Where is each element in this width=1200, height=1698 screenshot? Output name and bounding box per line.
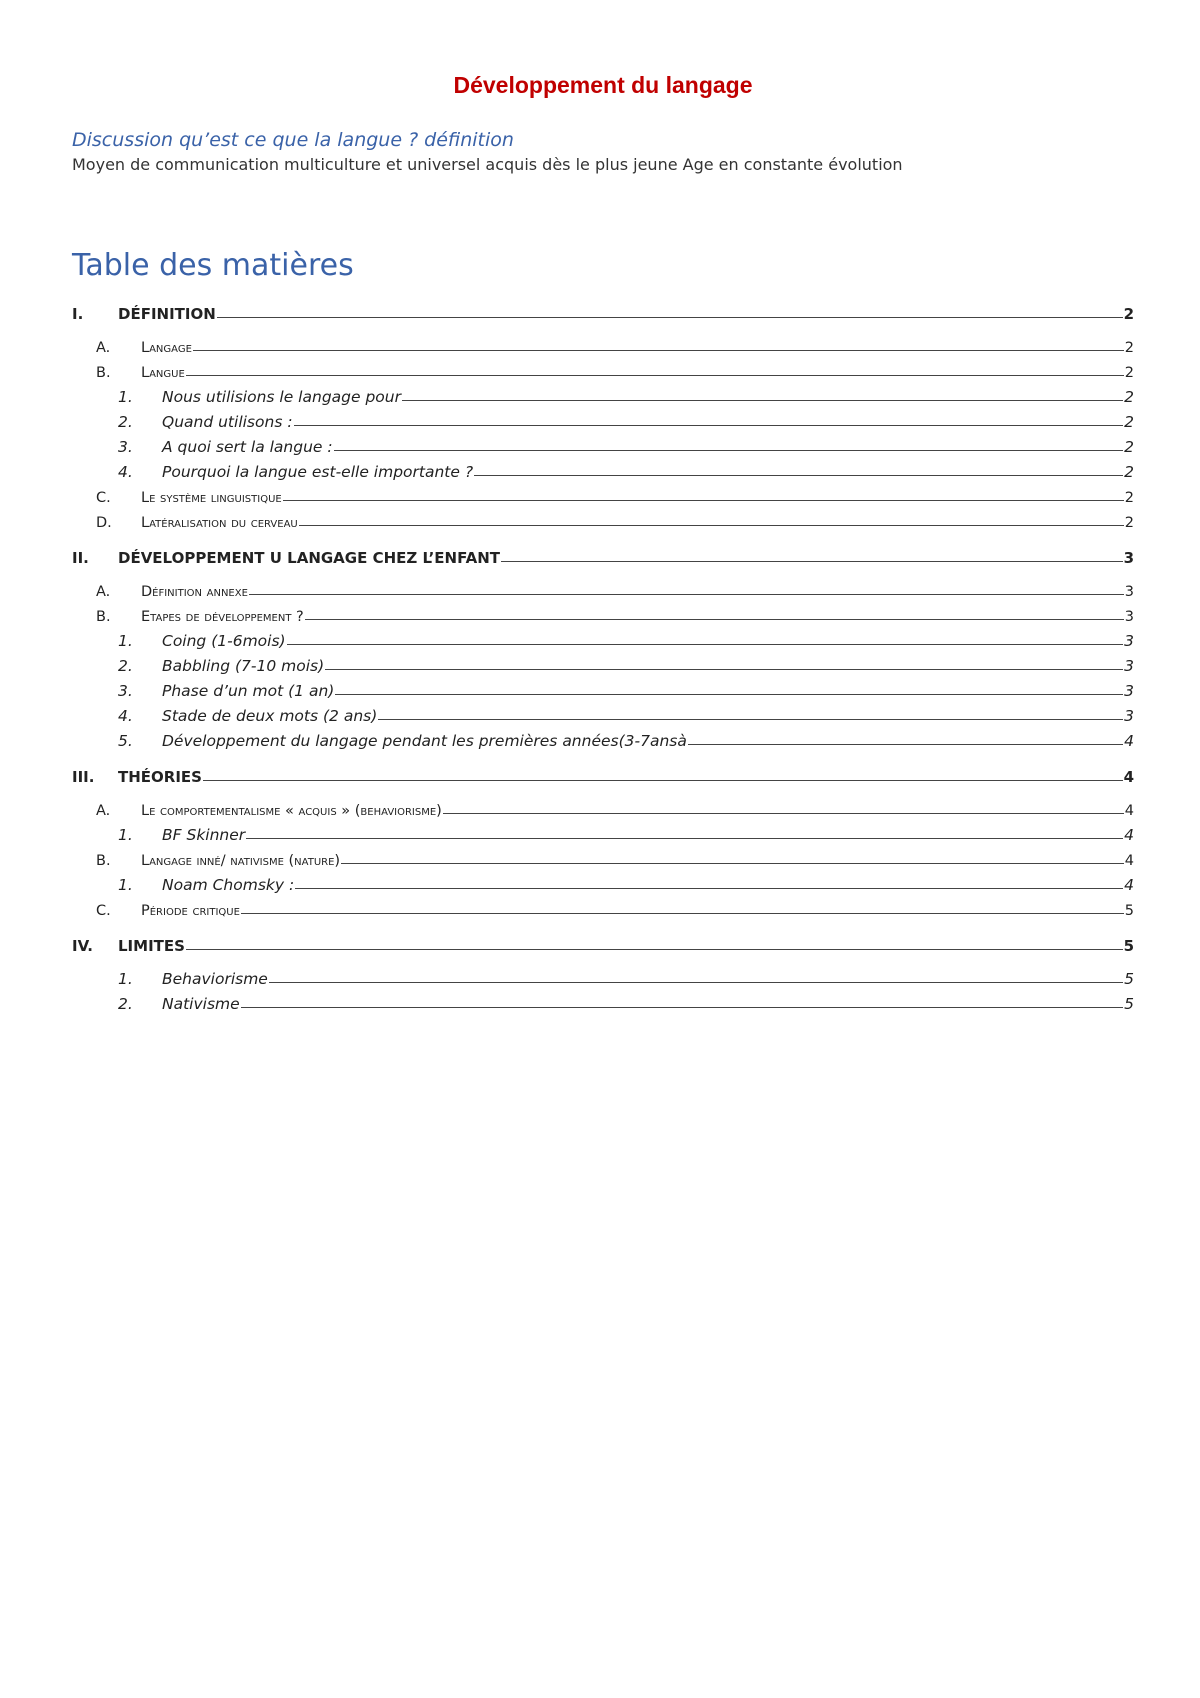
toc-entry-number: 1.: [118, 388, 133, 406]
toc-entry[interactable]: [72, 625, 1134, 650]
toc-entry-number: 5.: [118, 732, 133, 750]
toc-entry[interactable]: [72, 650, 1134, 675]
toc-entry-page: 2: [1124, 413, 1134, 431]
toc-leader-line: [203, 780, 1123, 781]
toc-entry-number: B.: [96, 365, 111, 381]
toc-entry[interactable]: [72, 869, 1134, 894]
toc-entry-number: 2.: [118, 657, 133, 675]
toc-entry-label: Le comportementalisme « acquis » (behaviorisme): [141, 803, 442, 819]
toc-entry-label: Stade de deux mots (2 ans): [162, 707, 378, 725]
toc-entry-label: Pourquoi la langue est-elle importante ?: [162, 463, 474, 481]
toc-entry-label: Langue: [141, 365, 185, 381]
toc-entry-page: 3: [1124, 682, 1134, 700]
toc-entry-page: 3: [1123, 549, 1134, 567]
toc-entry-number: IV.: [72, 937, 93, 955]
toc-entry[interactable]: [72, 929, 1134, 955]
toc-entry-number: 2.: [118, 995, 133, 1013]
toc-leader-line: [501, 561, 1123, 562]
toc-entry-number: A.: [96, 584, 111, 600]
toc-leader-line: [186, 375, 1124, 376]
toc-leader-line: [283, 500, 1124, 501]
toc-leader-line: [299, 525, 1124, 526]
toc-leader-line: [295, 888, 1123, 889]
toc-entry-page: 2: [1124, 365, 1134, 381]
toc-leader-line: [378, 719, 1123, 720]
toc-entry[interactable]: [72, 381, 1134, 406]
toc-entry-label: Nous utilisions le langage pour: [162, 388, 401, 406]
toc-entry-label: A quoi sert la langue :: [162, 438, 333, 456]
toc-entry-page: 3: [1124, 632, 1134, 650]
toc-entry-number: 1.: [118, 632, 133, 650]
toc-entry-page: 2: [1124, 340, 1134, 356]
toc-entry-page: 5: [1123, 937, 1134, 955]
toc-entry-label: BF Skinner: [162, 826, 246, 844]
toc-entry-number: 3.: [118, 438, 133, 456]
toc-entry-page: 2: [1124, 388, 1134, 406]
toc-leader-line: [269, 982, 1123, 983]
toc-entry-page: 3: [1124, 609, 1134, 625]
toc-entry-page: 3: [1124, 707, 1134, 725]
toc-entry-label: LIMITES: [118, 937, 185, 955]
toc-leader-line: [287, 644, 1124, 645]
toc-entry-page: 4: [1123, 768, 1134, 786]
toc-entry-page: 4: [1124, 732, 1134, 750]
toc-leader-line: [443, 813, 1124, 814]
toc-entry-number: 1.: [118, 826, 133, 844]
toc-leader-line: [241, 913, 1124, 914]
toc-entry-label: Période critique: [141, 903, 240, 919]
toc-entry-label: THÉORIES: [118, 768, 202, 786]
toc-leader-line: [294, 425, 1124, 426]
toc-entry-number: D.: [96, 515, 112, 531]
toc-entry-label: Nativisme: [162, 995, 240, 1013]
toc-entry-page: 5: [1124, 995, 1134, 1013]
toc-entry[interactable]: [72, 988, 1134, 1013]
toc-entry-page: 2: [1124, 490, 1134, 506]
toc-entry-label: Développement du langage pendant les premières années(3-7ansà: [162, 732, 687, 750]
definition-paragraph: Moyen de communication multiculture et universel acquis dès le plus jeune Age en constante évolution: [72, 155, 903, 174]
toc-entry-label: Latéralisation du cerveau: [141, 515, 298, 531]
toc-entry-number: 1.: [118, 970, 133, 988]
toc-entry-number: I.: [72, 305, 84, 323]
toc-heading: Table des matières: [72, 248, 354, 283]
toc-entry-label: Babbling (7-10 mois): [162, 657, 325, 675]
toc-entry-label: Coing (1-6mois): [162, 632, 286, 650]
toc-entry[interactable]: [72, 725, 1134, 750]
toc-entry[interactable]: [72, 760, 1134, 786]
toc-leader-line: [217, 317, 1123, 318]
toc-entry-number: 3.: [118, 682, 133, 700]
toc-entry-number: III.: [72, 768, 95, 786]
toc-entry-number: 4.: [118, 463, 133, 481]
toc-leader-line: [402, 400, 1123, 401]
toc-entry-number: 4.: [118, 707, 133, 725]
toc-leader-line: [325, 669, 1123, 670]
toc-entry[interactable]: [72, 356, 1134, 381]
toc-leader-line: [334, 450, 1124, 451]
toc-entry-page: 2: [1123, 305, 1134, 323]
toc-entry-page: 2: [1124, 515, 1134, 531]
toc-entry-label: Behaviorisme: [162, 970, 268, 988]
toc-entry-label: Phase d’un mot (1 an): [162, 682, 335, 700]
toc-entry[interactable]: [72, 481, 1134, 506]
toc-entry[interactable]: [72, 297, 1134, 323]
toc-entry-page: 2: [1124, 463, 1134, 481]
toc-entry-number: B.: [96, 853, 111, 869]
toc-leader-line: [241, 1007, 1123, 1008]
toc-leader-line: [335, 694, 1123, 695]
toc-entry[interactable]: [72, 331, 1134, 356]
toc-leader-line: [249, 594, 1124, 595]
toc-entry-page: 3: [1124, 657, 1134, 675]
toc-entry-page: 2: [1124, 438, 1134, 456]
toc-entry[interactable]: [72, 963, 1134, 988]
toc-leader-line: [193, 350, 1124, 351]
toc-entry[interactable]: [72, 406, 1134, 431]
toc-leader-line: [688, 744, 1123, 745]
toc-entry[interactable]: [72, 600, 1134, 625]
toc-entry-page: 5: [1124, 970, 1134, 988]
section-subtitle: Discussion qu’est ce que la langue ? définition: [72, 129, 514, 151]
toc-leader-line: [341, 863, 1124, 864]
toc-entry-number: 2.: [118, 413, 133, 431]
toc-entry[interactable]: [72, 894, 1134, 919]
toc-entry-label: DÉFINITION: [118, 305, 216, 323]
toc-entry-label: Langage inné/ nativisme (nature): [141, 853, 341, 869]
toc-entry-number: A.: [96, 340, 111, 356]
toc-entry-number: C.: [96, 490, 111, 506]
toc-entry-page: 4: [1124, 853, 1134, 869]
toc-entry-label: DÉVELOPPEMENT U LANGAGE CHEZ L’ENFANT: [118, 549, 501, 567]
toc-entry-label: Etapes de développement ?: [141, 609, 304, 625]
toc-entry[interactable]: [72, 456, 1134, 481]
toc-entry[interactable]: [72, 506, 1134, 531]
toc-entry-number: A.: [96, 803, 111, 819]
toc-leader-line: [246, 838, 1123, 839]
table-of-contents: [72, 297, 1134, 1013]
toc-entry[interactable]: [72, 675, 1134, 700]
toc-entry[interactable]: [72, 794, 1134, 819]
toc-entry[interactable]: [72, 819, 1134, 844]
toc-entry-label: Noam Chomsky :: [162, 876, 295, 894]
toc-entry[interactable]: [72, 844, 1134, 869]
toc-entry-page: 4: [1124, 876, 1134, 894]
toc-entry-number: B.: [96, 609, 111, 625]
toc-entry-label: Définition annexe: [141, 584, 248, 600]
toc-entry-label: Quand utilisons :: [162, 413, 293, 431]
toc-entry-page: 4: [1124, 826, 1134, 844]
toc-entry-label: Le système linguistique: [141, 490, 282, 506]
toc-entry[interactable]: [72, 541, 1134, 567]
document-title: Développement du langage: [453, 72, 753, 98]
toc-entry-page: 3: [1124, 584, 1134, 600]
toc-leader-line: [186, 949, 1123, 950]
toc-leader-line: [305, 619, 1124, 620]
toc-entry-number: 1.: [118, 876, 133, 894]
toc-entry-number: C.: [96, 903, 111, 919]
toc-entry[interactable]: [72, 431, 1134, 456]
toc-entry-page: 5: [1124, 903, 1134, 919]
toc-entry[interactable]: [72, 700, 1134, 725]
toc-entry-label: Langage: [141, 340, 192, 356]
toc-entry[interactable]: [72, 575, 1134, 600]
toc-leader-line: [474, 475, 1123, 476]
toc-entry-page: 4: [1124, 803, 1134, 819]
toc-entry-number: II.: [72, 549, 89, 567]
